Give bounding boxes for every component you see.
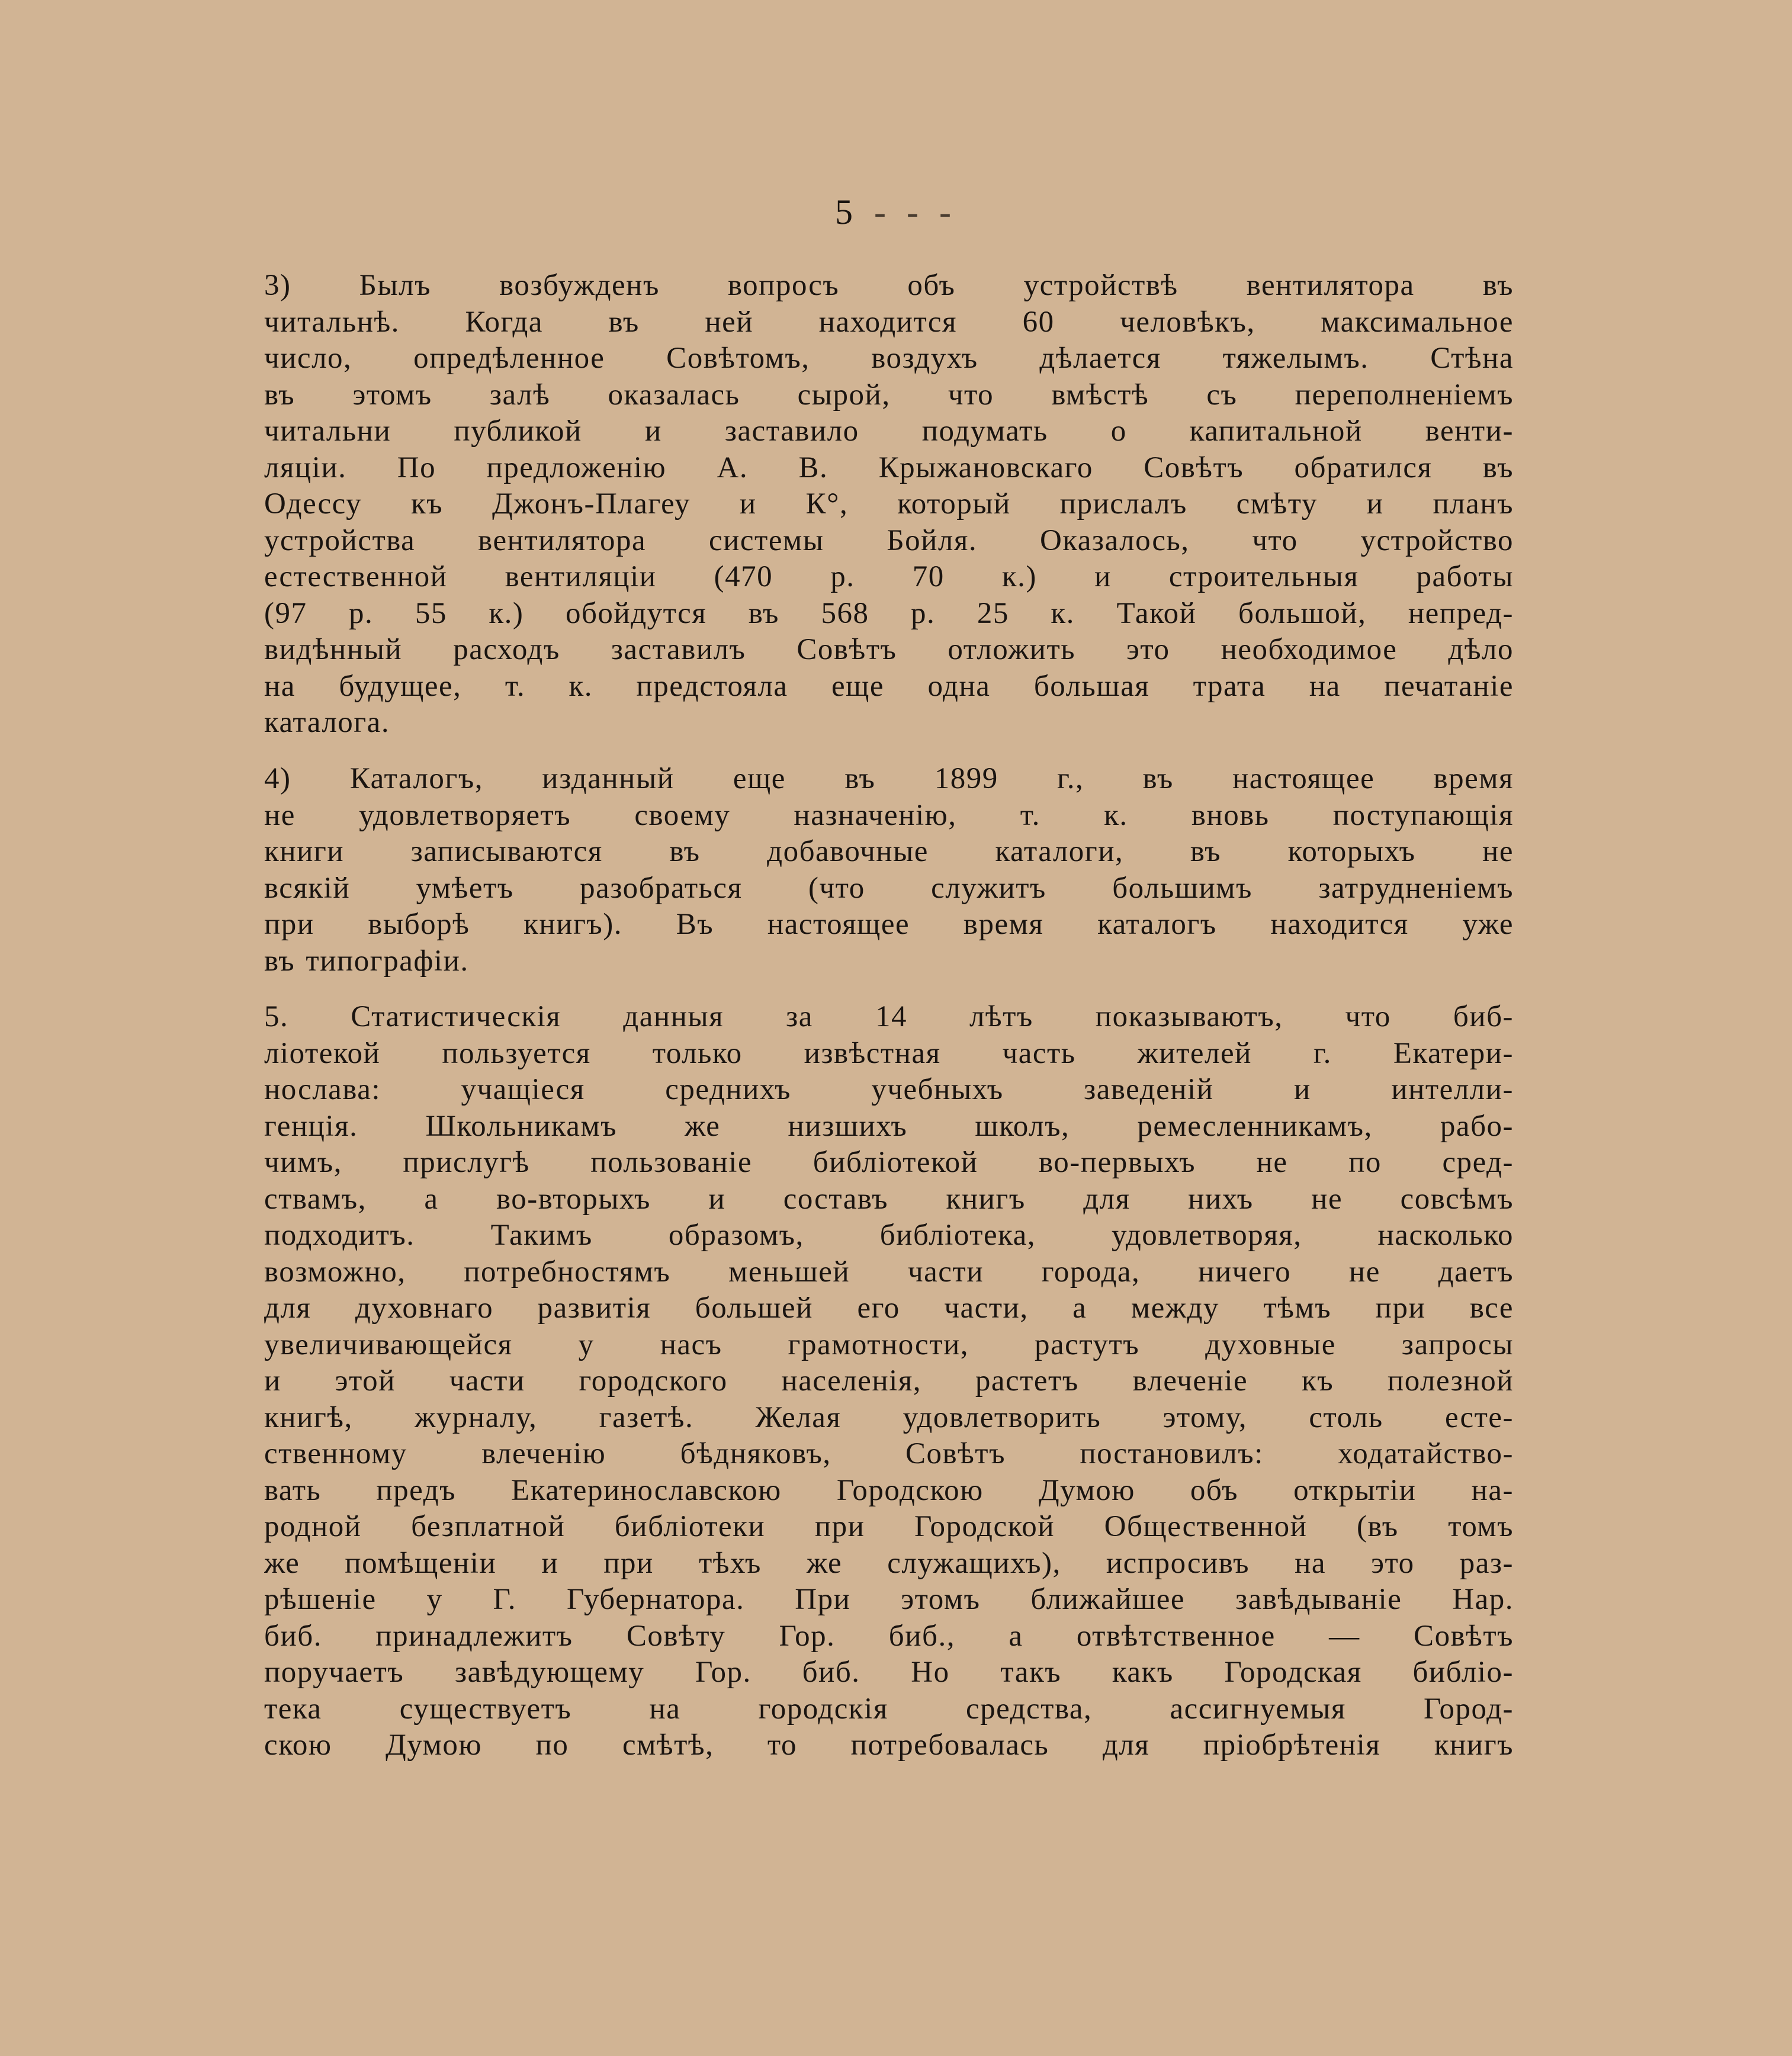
text-line: книги записываются въ добавочные каталоги, въ которыхъ не [264, 835, 1514, 868]
paragraph-4 [264, 761, 1514, 979]
text-line: 4) Каталогъ, изданный еще въ 1899 г., въ настоящее время [264, 762, 1514, 795]
page-number: 5 [835, 192, 857, 232]
text-line: каталога. [264, 706, 390, 739]
text-line: естественной вентиляціи (470 р. 70 к.) и строительныя работы [264, 560, 1514, 593]
text-line: подходитъ. Такимъ образомъ, библіотека, удовлетворяя, насколько [264, 1219, 1514, 1252]
text-line: ствамъ, а во-вторыхъ и составъ книгъ для нихъ не совсѣмъ [264, 1182, 1514, 1216]
paragraph-5 [264, 999, 1514, 1764]
text-line: 5. Статистическія данныя за 14 лѣтъ показываютъ, что биб- [264, 1000, 1514, 1033]
text-line: 3) Былъ возбужденъ вопросъ объ устройствѣ вентилятора въ [264, 269, 1514, 302]
text-line: генція. Школьникамъ же низшихъ школъ, ремесленникамъ, рабо- [264, 1109, 1514, 1143]
text-line: же помѣщеніи и при тѣхъ же служащихъ), испросивъ на это раз- [264, 1546, 1514, 1580]
text-line: въ типографіи. [264, 944, 469, 978]
text-line: тека существуетъ на городскія средства, ассигнуемыя Город- [264, 1692, 1514, 1726]
text-line: рѣшеніе у Г. Губернатора. При этомъ ближайшее завѣдываніе Нар. [264, 1583, 1514, 1616]
text-line: въ этомъ залѣ оказалась сырой, что вмѣстѣ съ переполненіемъ [264, 378, 1514, 412]
text-line: читальнѣ. Когда въ ней находится 60 человѣкъ, максимальное [264, 305, 1514, 339]
text-line: и этой части городского населенія, растетъ влеченіе къ полезной [264, 1364, 1514, 1398]
text-line: скою Думою по смѣтѣ, то потребовалась для пріобрѣтенія книгъ [264, 1729, 1514, 1762]
text-line: для духовнаго развитія большей его части, а между тѣмъ при все [264, 1292, 1514, 1325]
text-line: читальни публикой и заставило подумать о капитальной венти- [264, 415, 1514, 448]
text-line: не удовлетворяетъ своему назначенію, т. к. вновь поступающія [264, 798, 1514, 832]
text-line: ственному влеченію бѣдняковъ, Совѣтъ постановилъ: ходатайство- [264, 1437, 1514, 1470]
text-line: возможно, потребностямъ меньшей части города, ничего не даетъ [264, 1255, 1514, 1289]
text-line: число, опредѣленное Совѣтомъ, воздухъ дѣлается тяжелымъ. Стѣна [264, 342, 1514, 375]
text-line: ляціи. По предложенію А. В. Крыжановскаго Совѣтъ обратился въ [264, 451, 1514, 484]
text-line: чимъ, прислугѣ пользованіе библіотекой во-первыхъ не по сред- [264, 1146, 1514, 1179]
text-line: родной безплатной библіотеки при Городской Общественной (въ томъ [264, 1510, 1514, 1543]
text-line: (97 р. 55 к.) обойдутся въ 568 р. 25 к. Такой большой, непред- [264, 596, 1514, 630]
page-number-dash: - - - [874, 192, 957, 232]
text-line: биб. принадлежитъ Совѣту Гор. биб., а отвѣтственное — Совѣтъ [264, 1619, 1514, 1653]
text-line: книгѣ, журналу, газетѣ. Желая удовлетворить этому, столь есте- [264, 1400, 1514, 1434]
text-line: на будущее, т. к. предстояла еще одна большая трата на печатаніе [264, 669, 1514, 703]
text-line: всякій умѣетъ разобраться (что служитъ большимъ затрудненіемъ [264, 871, 1514, 905]
text-line: увеличивающейся у насъ грамотности, растутъ духовные запросы [264, 1328, 1514, 1361]
text-line: при выборѣ книгъ). Въ настоящее время каталогъ находится уже [264, 908, 1514, 941]
text-line: вать предъ Екатеринославскою Городскою Думою объ открытіи на- [264, 1473, 1514, 1507]
text-line: устройства вентилятора системы Бойля. Оказалось, что устройство [264, 523, 1514, 557]
text-line: ліотекой пользуется только извѣстная часть жителей г. Екатери- [264, 1036, 1514, 1070]
text-line: видѣнный расходъ заставилъ Совѣтъ отложить это необходимое дѣло [264, 633, 1514, 666]
paragraph-3 [264, 268, 1514, 741]
page-number-header [0, 188, 1792, 236]
text-line: нослава: учащіеся среднихъ учебныхъ заведеній и интелли- [264, 1073, 1514, 1106]
text-line: Одессу къ Джонъ-Плагеу и К°, который прислалъ смѣту и планъ [264, 487, 1514, 521]
text-line: поручаетъ завѣдующему Гор. биб. Но такъ какъ Городская библіо- [264, 1656, 1514, 1689]
